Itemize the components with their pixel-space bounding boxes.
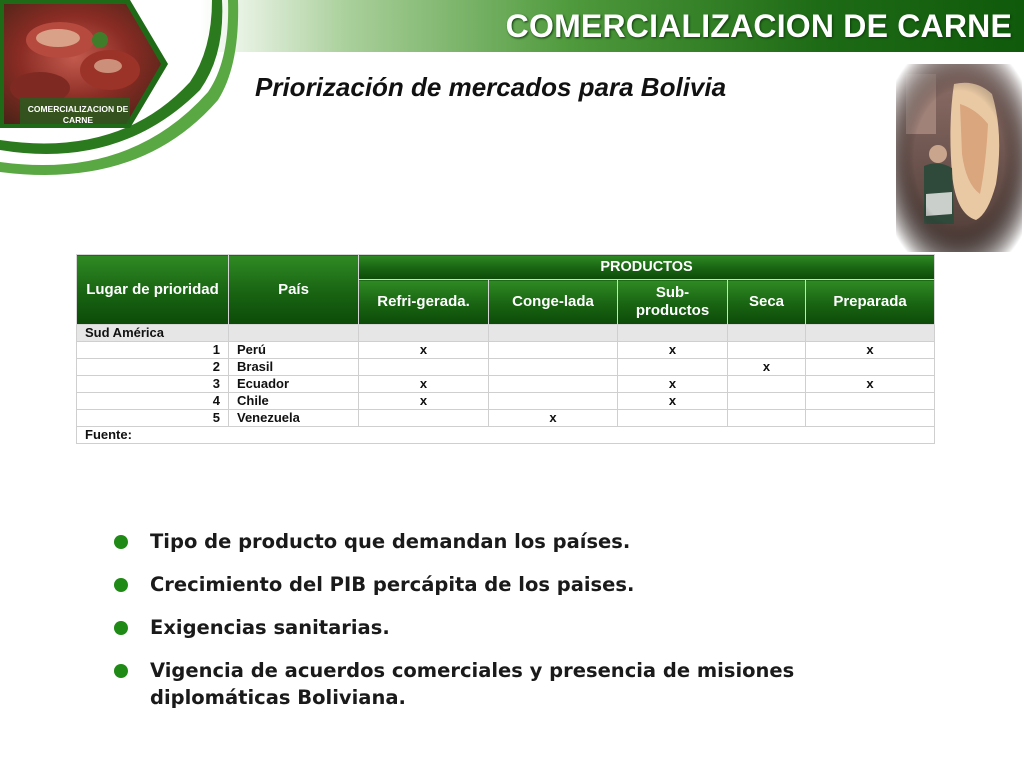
header-country: País	[229, 255, 359, 325]
rank-cell: 5	[77, 410, 229, 427]
rank-cell: 3	[77, 376, 229, 393]
table-row	[77, 393, 935, 410]
logo-caption: COMERCIALIZACION DE CARNE	[27, 104, 129, 125]
mark-cell	[806, 410, 935, 427]
header-product-refrigerada: Refri-gerada.	[359, 280, 489, 325]
table-row	[77, 359, 935, 376]
mark-cell	[728, 410, 806, 427]
mark-cell	[806, 393, 935, 410]
header-product-subproductos: Sub-productos	[618, 280, 728, 325]
country-cell: Chile	[229, 393, 359, 410]
list-item	[112, 571, 932, 598]
criteria-list	[112, 528, 932, 727]
mark-cell	[806, 359, 935, 376]
mark-cell: x	[618, 393, 728, 410]
mark-cell	[359, 410, 489, 427]
header-priority: Lugar de prioridad	[77, 255, 229, 325]
header-product-seca: Seca	[728, 280, 806, 325]
source-row	[77, 427, 935, 444]
header-banner	[200, 0, 1024, 52]
logo-graphic	[0, 0, 240, 190]
mark-cell	[618, 359, 728, 376]
list-item-text: Tipo de producto que demandan los países.	[150, 530, 631, 553]
mark-cell	[728, 393, 806, 410]
butcher-photo	[896, 64, 1022, 252]
rank-cell: 4	[77, 393, 229, 410]
bullet-icon	[114, 578, 128, 592]
bullet-icon	[114, 664, 128, 678]
country-cell: Brasil	[229, 359, 359, 376]
mark-cell	[728, 376, 806, 393]
table-row	[77, 410, 935, 427]
mark-cell	[489, 359, 618, 376]
header-product-congelada: Conge-lada	[489, 280, 618, 325]
list-item-text: Exigencias sanitarias.	[150, 616, 390, 639]
table-row	[77, 376, 935, 393]
markets-table	[76, 254, 935, 444]
mark-cell	[489, 342, 618, 359]
mark-cell: x	[359, 393, 489, 410]
page-title: Priorización de mercados para Bolivia	[255, 72, 727, 102]
country-cell: Ecuador	[229, 376, 359, 393]
logo	[0, 0, 240, 190]
bullet-icon	[114, 621, 128, 635]
mark-cell: x	[489, 410, 618, 427]
rank-cell: 2	[77, 359, 229, 376]
region-row	[77, 325, 935, 342]
mark-cell	[618, 410, 728, 427]
list-item	[112, 614, 932, 641]
mark-cell: x	[806, 342, 935, 359]
mark-cell: x	[359, 342, 489, 359]
mark-cell: x	[618, 376, 728, 393]
mark-cell: x	[359, 376, 489, 393]
table-row	[77, 342, 935, 359]
mark-cell	[489, 376, 618, 393]
list-item-text: Vigencia de acuerdos comerciales y presencia de misiones diplomáticas Boliviana.	[150, 659, 795, 709]
bullet-icon	[114, 535, 128, 549]
mark-cell: x	[618, 342, 728, 359]
mark-cell: x	[806, 376, 935, 393]
header-title: COMERCIALIZACION DE CARNE	[505, 8, 1012, 44]
header-product-preparada: Preparada	[806, 280, 935, 325]
mark-cell	[728, 342, 806, 359]
list-item-text: Crecimiento del PIB percápita de los paises.	[150, 573, 635, 596]
list-item	[112, 657, 932, 711]
mark-cell	[489, 393, 618, 410]
mark-cell	[359, 359, 489, 376]
rank-cell: 1	[77, 342, 229, 359]
source-label: Fuente:	[77, 427, 935, 444]
region-label: Sud América	[77, 325, 229, 342]
list-item	[112, 528, 932, 555]
country-cell: Venezuela	[229, 410, 359, 427]
header-products: PRODUCTOS	[359, 255, 935, 280]
country-cell: Perú	[229, 342, 359, 359]
mark-cell: x	[728, 359, 806, 376]
